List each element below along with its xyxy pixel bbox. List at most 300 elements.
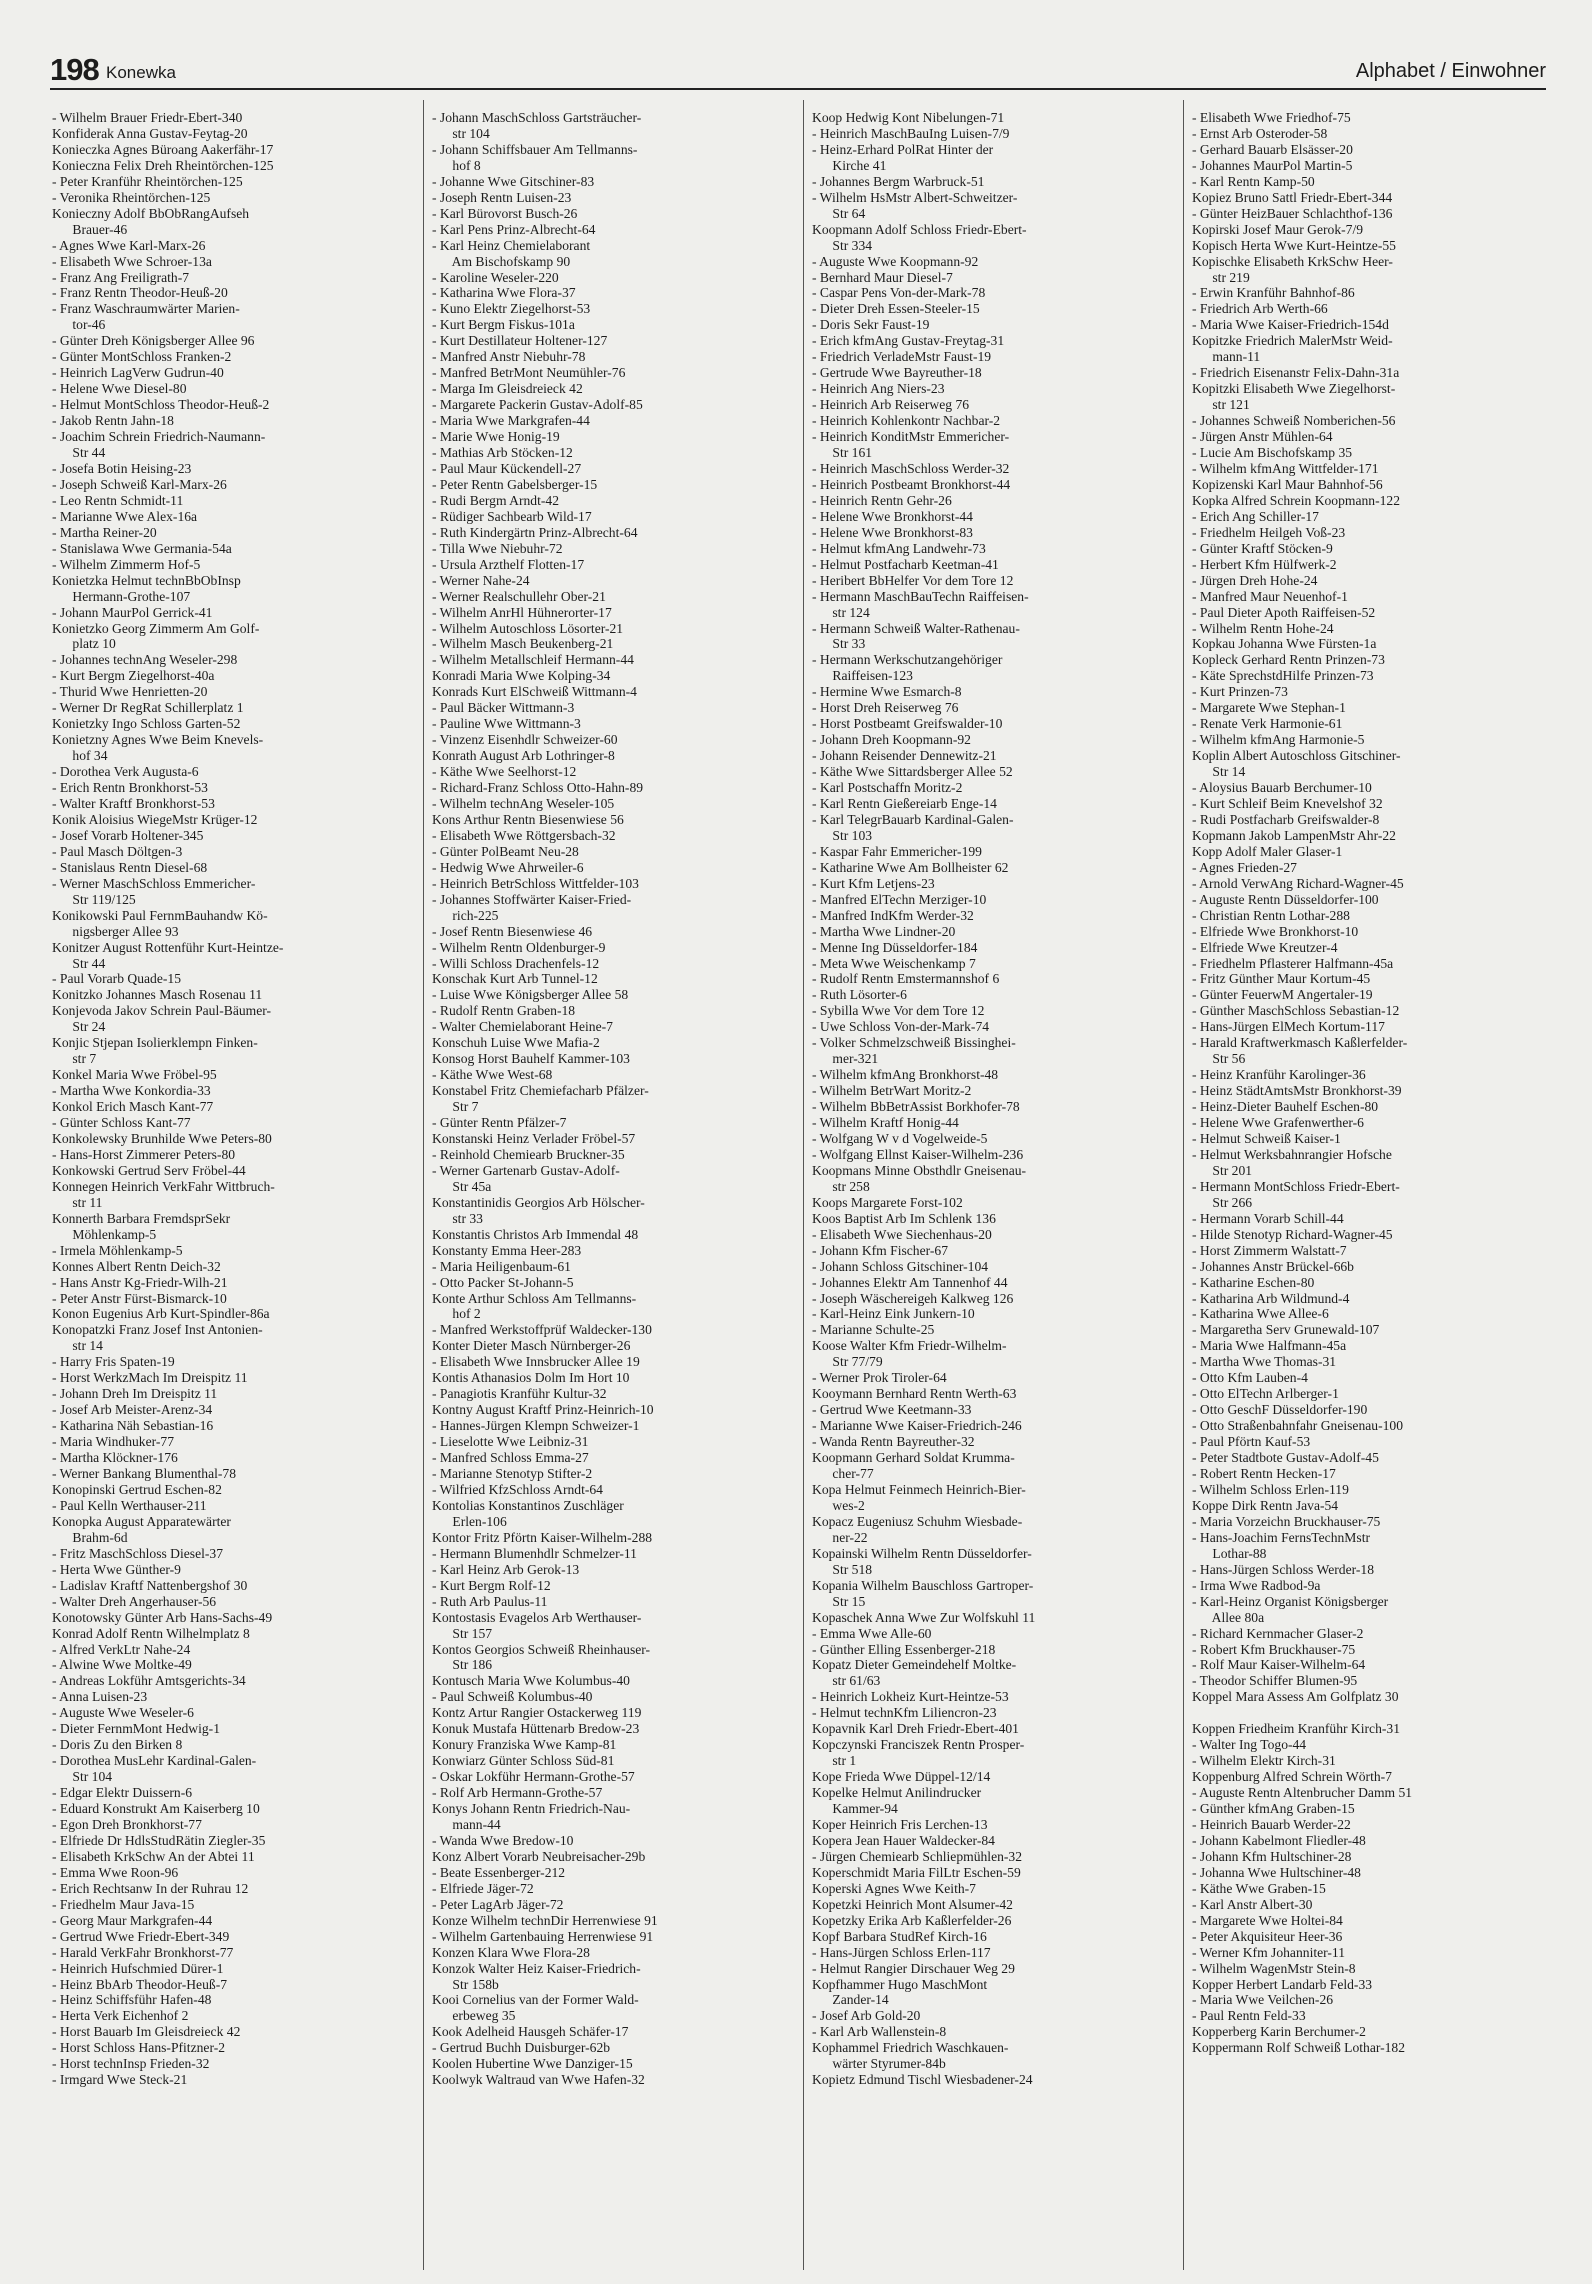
column-divider [423, 100, 424, 2270]
directory-entry-line: - Fritz Günther Maur Kortum-45 [1192, 971, 1371, 987]
directory-entry-line: - Helmut Werksbahnrangier Hofsche [1192, 1146, 1392, 1162]
directory-entry-line: Str 44 [52, 445, 106, 461]
directory-entry-line: - Oskar Lokführ Hermann-Grothe-57 [432, 1769, 635, 1785]
directory-entry-line: Kopfhammer Hugo MaschMont [812, 1976, 988, 1992]
directory-entry-line: Konys Johann Rentn Friedrich-Nau- [432, 1801, 631, 1817]
directory-entry-line: Hermann-Grothe-107 [52, 588, 191, 604]
directory-entry-line: - Josef Arb Meister-Arenz-34 [52, 1402, 213, 1418]
directory-column-1 [52, 110, 408, 2088]
directory-entry-line: - Werner MaschSchloss Emmericher- [52, 875, 256, 891]
directory-entry-line: Konnegen Heinrich VerkFahr Wittbruch- [52, 1178, 275, 1194]
column-divider [1183, 100, 1184, 2270]
directory-entry-line: Koops Margarete Forst-102 [812, 1194, 963, 1210]
directory-entry-line: - Paul Kelln Werthauser-211 [52, 1497, 207, 1513]
directory-entry-line: - Werner Prok Tiroler-64 [812, 1370, 947, 1386]
directory-entry-line: - Ruth Lösorter-6 [812, 987, 907, 1003]
directory-entry-line: - Johannes Bergm Warbruck-51 [812, 173, 985, 189]
directory-entry-line: Str 77/79 [812, 1354, 883, 1370]
directory-entry-line: - Hermann MontSchloss Friedr-Ebert- [1192, 1178, 1400, 1194]
directory-entry-line: - Karl Anstr Albert-30 [1192, 1896, 1313, 1912]
directory-entry-line: - Eduard Konstrukt Am Kaiserberg 10 [52, 1801, 260, 1817]
directory-entry-line: - Kurt Bergm Fiskus-101a [432, 317, 575, 333]
directory-entry-line: hof 34 [52, 748, 108, 764]
directory-entry-line: Kopper Herbert Landarb Feld-33 [1192, 1976, 1373, 1992]
directory-entry-line: - Johann Kabelmont Fliedler-48 [1192, 1832, 1366, 1848]
directory-entry-line: - Günter Rentn Pfälzer-7 [432, 1115, 567, 1131]
directory-entry-line: - Alfred VerkLtr Nahe-24 [52, 1641, 191, 1657]
directory-entry-line: - Paul Rentn Feld-33 [1192, 2008, 1306, 2024]
directory-entry-line: - Elfriede Wwe Bronkhorst-10 [1192, 923, 1359, 939]
directory-entry-line: - Hans-Jürgen Schloss Werder-18 [1192, 1561, 1374, 1577]
directory-entry-line: - Käte SprechstdHilfe Prinzen-73 [1192, 668, 1374, 684]
directory-entry-line: str 1 [812, 1753, 857, 1769]
directory-entry-line: Str 157 [432, 1625, 493, 1641]
directory-entry-line: - Martha Reiner-20 [52, 524, 157, 540]
directory-entry-line: - Lieselotte Wwe Leibniz-31 [432, 1434, 589, 1450]
directory-entry-line: - Horst technInsp Frieden-32 [52, 2056, 210, 2072]
directory-entry-line: - Lucie Am Bischofskamp 35 [1192, 445, 1353, 461]
directory-entry-line: - Franz Rentn Theodor-Heuß-20 [52, 285, 228, 301]
directory-entry-line: - Pauline Wwe Wittmann-3 [432, 716, 581, 732]
directory-entry-line: - Richard-Franz Schloss Otto-Hahn-89 [432, 780, 644, 796]
directory-entry-line: Kontz Artur Rangier Ostackerweg 119 [432, 1705, 642, 1721]
directory-entry-line: - Elisabeth Wwe Röttgersbach-32 [432, 827, 616, 843]
directory-entry-line: - Johannes Schweiß Nomberichen-56 [1192, 413, 1396, 429]
directory-entry-line: - Paul Bäcker Wittmann-3 [432, 700, 575, 716]
directory-entry-line: Kopkau Johanna Wwe Fürsten-1a [1192, 636, 1377, 652]
directory-entry-line: Konitzer August Rottenführ Kurt-Heintze- [52, 939, 284, 955]
directory-entry-line: - Tilla Wwe Niebuhr-72 [432, 540, 563, 556]
directory-entry-line: - Joachim Schrein Friedrich-Naumann- [52, 429, 266, 445]
directory-entry-line: - Heinrich Lokheiz Kurt-Heintze-53 [812, 1689, 1009, 1705]
directory-entry-line: - Josef Arb Gold-20 [812, 2008, 921, 2024]
directory-entry-line: - Hermann Blumenhdlr Schmelzer-11 [432, 1545, 637, 1561]
directory-entry-line: - Wilhelm Schloss Erlen-119 [1192, 1481, 1349, 1497]
directory-entry-line: Konjic Stjepan Isolierklempn Finken- [52, 1035, 258, 1051]
directory-entry-line: str 104 [432, 125, 490, 141]
directory-entry-line: - Erich kfmAng Gustav-Freytag-31 [812, 333, 1005, 349]
directory-entry-line: - Manfred BetrMont Neumühler-76 [432, 365, 626, 381]
directory-entry-line: Konnes Albert Rentn Deich-32 [52, 1258, 221, 1274]
directory-entry-line: - Theodor Schiffer Blumen-95 [1192, 1673, 1358, 1689]
directory-entry-line: - Auguste Rentn Altenbrucher Damm 51 [1192, 1785, 1413, 1801]
directory-entry-line: - Helmut Schweiß Kaiser-1 [1192, 1131, 1341, 1146]
directory-entry-line: str 33 [432, 1210, 483, 1226]
directory-entry-line: - Karl Arb Wallenstein-8 [812, 2024, 947, 2040]
directory-entry-line: - Aloysius Bauarb Berchumer-10 [1192, 780, 1372, 796]
directory-entry-line: - Emma Wwe Alle-60 [812, 1625, 932, 1641]
directory-entry-line: - Wanda Wwe Bredow-10 [432, 1832, 574, 1848]
directory-entry-line: Kope Frieda Wwe Düppel-12/14 [812, 1769, 991, 1785]
directory-entry-line: hof 8 [432, 157, 481, 173]
directory-entry-line: Konkol Erich Masch Kant-77 [52, 1099, 214, 1115]
directory-entry-line: - Wilhelm Autoschloss Lösorter-21 [432, 620, 624, 636]
directory-entry-line: - Manfred Schloss Emma-27 [432, 1450, 589, 1466]
directory-entry-line: - Friedrich VerladeMstr Faust-19 [812, 349, 992, 365]
directory-entry-line: - Margarete Packerin Gustav-Adolf-85 [432, 397, 643, 413]
directory-entry-line: Str 14 [1192, 764, 1246, 780]
directory-entry-line: - Margarete Wwe Stephan-1 [1192, 700, 1346, 716]
directory-entry-line: Str 518 [812, 1561, 873, 1577]
directory-entry-line: - Hermann Schweiß Walter-Rathenau- [812, 620, 1020, 636]
directory-entry-line: Kopizenski Karl Maur Bahnhof-56 [1192, 476, 1383, 492]
directory-entry-line: - Kurt Schleif Beim Knevelshof 32 [1192, 795, 1383, 811]
directory-entry-line: Kopetzky Erika Arb Kaßlerfelder-26 [812, 1912, 1012, 1928]
directory-entry-line: - Marie Wwe Honig-19 [432, 429, 560, 445]
directory-entry-line: - Katharina Wwe Allee-6 [1192, 1306, 1329, 1322]
directory-entry-line: Möhlenkamp-5 [52, 1226, 157, 1242]
directory-entry-line: - Ruth Arb Paulus-11 [432, 1593, 548, 1609]
directory-entry-line: - Marianne Wwe Kaiser-Friedrich-246 [812, 1418, 1022, 1434]
directory-entry-line: - Heinz-Dieter Bauhelf Eschen-80 [1192, 1099, 1379, 1115]
directory-entry-line: Kopperberg Karin Berchumer-2 [1192, 2024, 1366, 2040]
directory-entry-line: - Rudi Postfacharb Greifswalder-8 [1192, 811, 1380, 827]
directory-entry-line: - Franz Waschraumwärter Marien- [52, 301, 240, 317]
directory-entry-line: Koppenburg Alfred Schrein Wörth-7 [1192, 1769, 1392, 1785]
directory-entry-line: Kopa Helmut Feinmech Heinrich-Bier- [812, 1481, 1026, 1497]
directory-entry-line: Str 119/125 [52, 891, 136, 907]
directory-entry-line: Konietzko Georg Zimmerm Am Golf- [52, 620, 260, 636]
directory-entry-line: Konietzky Ingo Schloss Garten-52 [52, 716, 241, 732]
directory-entry-line: - Otto GeschF Düsseldorfer-190 [1192, 1402, 1368, 1418]
directory-entry-line: Lothar-88 [1192, 1545, 1267, 1561]
directory-entry-line: - Stanislaus Rentn Diesel-68 [52, 859, 208, 875]
directory-entry-line: Konter Dieter Masch Nürnberger-26 [432, 1338, 631, 1354]
directory-entry-line: Str 64 [812, 205, 866, 221]
directory-entry-line: Konzen Klara Wwe Flora-28 [432, 1944, 590, 1960]
directory-entry-line: - Rudolf Rentn Graben-18 [432, 1003, 576, 1019]
directory-entry-line: - Horst Schloss Hans-Pfitzner-2 [52, 2040, 226, 2056]
directory-entry-line: Koos Baptist Arb Im Schlenk 136 [812, 1210, 996, 1226]
directory-entry-line: - Werner Dr RegRat Schillerplatz 1 [52, 700, 244, 716]
directory-entry-line: - Dieter Dreh Essen-Steeler-15 [812, 301, 980, 317]
directory-entry-line: - Heinz Kranführ Karolinger-36 [1192, 1067, 1366, 1083]
directory-entry-line: - Paul Masch Döltgen-3 [52, 843, 183, 859]
directory-entry-line: Konze Wilhelm technDir Herrenwiese 91 [432, 1912, 658, 1928]
directory-entry-line: Koolwyk Waltraud van Wwe Hafen-32 [432, 2072, 645, 2088]
directory-entry-line: - Harry Fris Spaten-19 [52, 1354, 175, 1370]
directory-entry-line: - Hermann Werkschutzangehöriger [812, 652, 1003, 668]
directory-entry-line: - Anna Luisen-23 [52, 1689, 148, 1705]
directory-entry-line: - Josef Rentn Biesenwiese 46 [432, 923, 593, 939]
directory-entry-line: - Heinz Schiffsführ Hafen-48 [52, 1992, 212, 2008]
directory-entry-line: - Fritz MaschSchloss Diesel-37 [52, 1545, 224, 1561]
directory-entry-line: - Wolfgang W v d Vogelweide-5 [812, 1131, 988, 1146]
directory-entry-line: - Otto Kfm Lauben-4 [1192, 1370, 1308, 1386]
directory-entry-line: - Harald VerkFahr Bronkhorst-77 [52, 1944, 234, 1960]
directory-entry-line: - Bernhard Maur Diesel-7 [812, 269, 953, 285]
directory-entry-line: Kopmann Jakob LampenMstr Ahr-22 [1192, 827, 1396, 843]
directory-entry-line: Konopka August Apparatewärter [52, 1513, 231, 1529]
directory-entry-line: - Elisabeth Wwe Innsbrucker Allee 19 [432, 1354, 640, 1370]
directory-entry-line: - Käthe Wwe Sittardsberger Allee 52 [812, 764, 1013, 780]
directory-entry-line: - Johannes technAng Weseler-298 [52, 652, 238, 668]
directory-entry-line: Kontolias Konstantinos Zuschläger [432, 1497, 624, 1513]
directory-entry-line: - Johanne Wwe Gitschiner-83 [432, 173, 595, 189]
directory-entry-line: - Heinrich KonditMstr Emmericher- [812, 429, 1010, 445]
directory-entry-line: - Heinrich Bauarb Werder-22 [1192, 1816, 1351, 1832]
directory-entry-line: - Friedrich Eisenanstr Felix-Dahn-31a [1192, 365, 1400, 381]
directory-entry-line: Konrads Kurt ElSchweiß Wittmann-4 [432, 684, 637, 700]
directory-entry-line: - Maria Wwe Kaiser-Friedrich-154d [1192, 317, 1389, 333]
directory-entry-line: - Günter MontSchloss Franken-2 [52, 349, 232, 365]
directory-entry-line: str 124 [812, 604, 870, 620]
directory-entry-line: - Hans-Jürgen ElMech Kortum-117 [1192, 1019, 1385, 1035]
directory-entry-line: - Caspar Pens Von-der-Mark-78 [812, 285, 986, 301]
directory-entry-line: - Horst WerkzMach Im Dreispitz 11 [52, 1370, 248, 1386]
directory-entry-line: - Georg Maur Markgrafen-44 [52, 1912, 213, 1928]
directory-entry-line: Kopitzki Elisabeth Wwe Ziegelhorst- [1192, 381, 1396, 397]
directory-entry-line: - Werner Gartenarb Gustav-Adolf- [432, 1162, 620, 1178]
directory-entry-line: str 61/63 [812, 1673, 881, 1689]
directory-entry-line: - Manfred ElTechn Merziger-10 [812, 891, 987, 907]
directory-entry-line: cher-77 [812, 1466, 874, 1482]
directory-entry-line: Konte Arthur Schloss Am Tellmanns- [432, 1290, 637, 1306]
directory-entry-line: Str 56 [1192, 1051, 1246, 1067]
directory-entry-line: - Heinrich MaschBauIng Luisen-7/9 [812, 125, 1010, 141]
directory-entry-line: - Agnes Frieden-27 [1192, 859, 1297, 875]
directory-entry-line: - Reinhold Chemiearb Bruckner-35 [432, 1146, 625, 1162]
directory-entry-line: Koopmann Gerhard Soldat Krumma- [812, 1450, 1015, 1466]
directory-entry-line: - Wilhelm Rentn Hohe-24 [1192, 620, 1334, 636]
directory-entry-line: Konkolewsky Brunhilde Wwe Peters-80 [52, 1131, 272, 1146]
directory-entry-line: - Herta Verk Eichenhof 2 [52, 2008, 189, 2024]
directory-entry-line: - Ursula Arzthelf Flotten-17 [432, 556, 585, 572]
directory-entry-line: - Friedrich Arb Werth-66 [1192, 301, 1328, 317]
directory-entry-line: - Gerhard Bauarb Elsässer-20 [1192, 141, 1353, 157]
directory-entry-line: Kopiez Bruno Sattl Friedr-Ebert-344 [1192, 189, 1393, 205]
directory-entry-line: - Auguste Wwe Weseler-6 [52, 1705, 194, 1721]
directory-entry-line: Kooymann Bernhard Rentn Werth-63 [812, 1386, 1017, 1402]
directory-entry-line: Konz Albert Vorarb Neubreisacher-29b [432, 1848, 646, 1864]
directory-entry-line: Kopf Barbara StudRef Kirch-16 [812, 1928, 987, 1944]
directory-entry-line: tor-46 [52, 317, 106, 333]
directory-entry-line: - Helene Wwe Diesel-80 [52, 381, 187, 397]
directory-entry-line: wes-2 [812, 1497, 865, 1513]
directory-entry-line: - Friedhelm Pflasterer Halfmann-45a [1192, 955, 1394, 971]
directory-entry-line: ner-22 [812, 1529, 868, 1545]
directory-entry-line: - Manfred Anstr Niebuhr-78 [432, 349, 586, 365]
directory-entry-line: - Manfred IndKfm Werder-32 [812, 907, 974, 923]
directory-entry-line: - Peter Stadtbote Gustav-Adolf-45 [1192, 1450, 1379, 1466]
directory-entry-line: Kopetzki Heinrich Mont Alsumer-42 [812, 1896, 1013, 1912]
directory-entry-line: Koperski Agnes Wwe Keith-7 [812, 1880, 976, 1896]
directory-entry-line: Koplin Albert Autoschloss Gitschiner- [1192, 748, 1401, 764]
directory-entry-line: Kopatz Dieter Gemeindehelf Moltke- [812, 1657, 1017, 1673]
directory-entry-line: - Ladislav Kraftf Nattenbergshof 30 [52, 1577, 248, 1593]
directory-entry-line: - Heinrich LagVerw Gudrun-40 [52, 365, 224, 381]
directory-entry-line: - Johanna Wwe Hultschiner-48 [1192, 1864, 1361, 1880]
directory-entry-line: Konnerth Barbara FremdsprSekr [52, 1210, 231, 1226]
directory-entry-line: - Jürgen Chemiearb Schliepmühlen-32 [812, 1848, 1023, 1864]
directory-entry-line: - Friedhelm Heilgeh Voß-23 [1192, 524, 1346, 540]
directory-entry-line: Konwiarz Günter Schloss Süd-81 [432, 1753, 615, 1769]
directory-entry-line: - Dorothea Verk Augusta-6 [52, 764, 199, 780]
directory-entry-line: - Kurt Bergm Rolf-12 [432, 1577, 551, 1593]
directory-entry-line: - Marianne Schulte-25 [812, 1322, 935, 1338]
directory-entry-line: - Werner Nahe-24 [432, 572, 530, 588]
directory-entry-line: - Hans-Joachim FernsTechnMstr [1192, 1529, 1370, 1545]
directory-entry-line: - Otto Straßenbahnfahr Gneisenau-100 [1192, 1418, 1404, 1434]
directory-entry-line: - Wilhelm Masch Beukenberg-21 [432, 636, 614, 652]
directory-entry-line: - Paul Dieter Apoth Raiffeisen-52 [1192, 604, 1376, 620]
directory-entry-line: - Katharina Arb Wildmund-4 [1192, 1290, 1350, 1306]
directory-entry-line: Kontor Fritz Pförtn Kaiser-Wilhelm-288 [432, 1529, 653, 1545]
directory-entry-line: Kopirski Josef Maur Gerok-7/9 [1192, 221, 1364, 237]
directory-entry-line: - Manfred Werkstoffprüf Waldecker-130 [432, 1322, 652, 1338]
directory-entry-line: - Doris Sekr Faust-19 [812, 317, 930, 333]
directory-entry-line: Konopinski Gertrud Eschen-82 [52, 1481, 222, 1497]
directory-entry-line: Str 161 [812, 445, 873, 461]
directory-entry-line: Konkowski Gertrud Serv Fröbel-44 [52, 1162, 246, 1178]
directory-entry-line: - Leo Rentn Schmidt-11 [52, 492, 184, 508]
directory-entry-line: - Heinrich Hufschmied Dürer-1 [52, 1960, 224, 1976]
directory-entry-line: Kook Adelheid Hausgeh Schäfer-17 [432, 2024, 629, 2040]
directory-entry-line: Kopainski Wilhelm Rentn Düsseldorfer- [812, 1545, 1032, 1561]
directory-entry-line: - Robert Kfm Bruckhauser-75 [1192, 1641, 1356, 1657]
directory-entry-line: - Wilhelm HsMstr Albert-Schweitzer- [812, 189, 1018, 205]
directory-entry-line: - Karoline Weseler-220 [432, 269, 559, 285]
directory-entry-line: Konzok Walter Heiz Kaiser-Friedrich- [432, 1960, 641, 1976]
directory-entry-line: mer-321 [812, 1051, 879, 1067]
directory-entry-line: - Wilhelm kfmAng Bronkhorst-48 [812, 1067, 999, 1083]
directory-entry-line: Kontis Athanasios Dolm Im Hort 10 [432, 1370, 630, 1386]
directory-entry-line: - Irmela Möhlenkamp-5 [52, 1242, 183, 1258]
directory-entry-line: Koolen Hubertine Wwe Danziger-15 [432, 2056, 633, 2072]
directory-entry-line: - Walter Dreh Angerhauser-56 [52, 1593, 217, 1609]
directory-entry-line: - Wilhelm Kraftf Honig-44 [812, 1115, 959, 1131]
directory-entry-line: - Günther kfmAng Graben-15 [1192, 1801, 1355, 1817]
directory-entry-line: - Alwine Wwe Moltke-49 [52, 1657, 192, 1673]
directory-entry-line: - Horst Bauarb Im Gleisdreieck 42 [52, 2024, 241, 2040]
directory-entry-line: Koppel Mara Assess Am Golfplatz 30 [1192, 1689, 1399, 1705]
directory-entry-line: Kopaschek Anna Wwe Zur Wolfskuhl 11 [812, 1609, 1036, 1625]
directory-entry-line: - Doris Zu den Birken 8 [52, 1737, 183, 1753]
directory-entry-line: Kophammel Friedrich Waschkauen- [812, 2040, 1009, 2056]
directory-entry-line: Konschak Kurt Arb Tunnel-12 [432, 971, 598, 987]
directory-entry-line: Konrath August Arb Lothringer-8 [432, 748, 615, 764]
directory-entry-line: Kopka Alfred Schrein Koopmann-122 [1192, 492, 1401, 508]
directory-entry-line: - Wilhelm Brauer Friedr-Ebert-340 [52, 110, 243, 125]
directory-entry-line: Str 266 [1192, 1194, 1253, 1210]
directory-entry-line: Am Bischofskamp 90 [432, 253, 571, 269]
directory-entry-line: - Maria Wwe Halfmann-45a [1192, 1338, 1347, 1354]
directory-entry-line: Kopavnik Karl Dreh Friedr-Ebert-401 [812, 1721, 1019, 1737]
directory-entry-line: - Katharina Wwe Flora-37 [432, 285, 576, 301]
directory-column-3 [812, 110, 1168, 2088]
directory-entry-line: Str 33 [812, 636, 866, 652]
directory-entry-line: - Kurt Bergm Ziegelhorst-40a [52, 668, 215, 684]
directory-entry-line: - Paul Vorarb Quade-15 [52, 971, 181, 987]
directory-entry-line: - Johannes Stoffwärter Kaiser-Fried- [432, 891, 632, 907]
directory-entry-line: - Erich Rechtsanw In der Ruhrau 12 [52, 1880, 249, 1896]
column-divider [803, 100, 804, 2270]
directory-entry-line: - Heinrich Postbeamt Bronkhorst-44 [812, 476, 1011, 492]
directory-entry-line: Allee 80a [1192, 1609, 1265, 1625]
directory-entry-line: - Rolf Maur Kaiser-Wilhelm-64 [1192, 1657, 1366, 1673]
directory-entry-line: Kontos Georgios Schweiß Rheinhauser- [432, 1641, 651, 1657]
directory-entry-line: Kopelke Helmut Anilindrucker [812, 1785, 982, 1801]
directory-entry-line: - Elisabeth Wwe Schroer-13a [52, 253, 212, 269]
directory-entry-line: Kopisch Herta Wwe Kurt-Heintze-55 [1192, 237, 1396, 253]
directory-entry-line: Koper Heinrich Fris Lerchen-13 [812, 1816, 988, 1832]
directory-entry-line: - Helmut Rangier Dirschauer Weg 29 [812, 1960, 1015, 1976]
directory-entry-line: - Heinz StädtAmtsMstr Bronkhorst-39 [1192, 1083, 1402, 1099]
directory-entry-line: Konsog Horst Bauhelf Kammer-103 [432, 1051, 630, 1067]
directory-entry-line: - Robert Rentn Hecken-17 [1192, 1466, 1336, 1482]
directory-entry-line: - Helene Wwe Bronkhorst-44 [812, 508, 973, 524]
directory-entry-line: Konstanty Emma Heer-283 [432, 1242, 582, 1258]
directory-entry-line: - Heinrich Arb Reiserweg 76 [812, 397, 970, 413]
directory-entry-line: Kontostasis Evagelos Arb Werthauser- [432, 1609, 642, 1625]
directory-entry-line: - Helene Wwe Grafenwerther-6 [1192, 1115, 1364, 1131]
directory-entry-line: - Kurt Destillateur Holtener-127 [432, 333, 608, 349]
directory-entry-line: - Wilhelm Gartenbauing Herrenwiese 91 [432, 1928, 654, 1944]
directory-entry-line: - Günter Dreh Königsberger Allee 96 [52, 333, 255, 349]
directory-entry-line: str 219 [1192, 269, 1250, 285]
directory-entry-line: - Heinrich Ang Niers-23 [812, 381, 945, 397]
directory-entry-line: Koose Walter Kfm Friedr-Wilhelm- [812, 1338, 1007, 1354]
directory-entry-line: Kopischke Elisabeth KrkSchw Heer- [1192, 253, 1393, 269]
directory-entry-line: Konietzka Helmut technBbObInsp [52, 572, 241, 588]
directory-entry-line: - Katharine Eschen-80 [1192, 1274, 1315, 1290]
directory-entry-line: - Wilhelm Metallschleif Hermann-44 [432, 652, 634, 668]
page-header [50, 50, 1546, 90]
directory-entry-line: - Beate Essenberger-212 [432, 1864, 566, 1880]
directory-entry-line: - Johannes Anstr Brückel-66b [1192, 1258, 1354, 1274]
directory-entry-line: - Renate Verk Harmonie-61 [1192, 716, 1343, 732]
directory-entry-line: - Herta Wwe Günther-9 [52, 1561, 181, 1577]
directory-entry-line: Kirche 41 [812, 157, 887, 173]
directory-entry-line: - Franz Ang Freiligrath-7 [52, 269, 190, 285]
directory-entry-line: Konietzny Agnes Wwe Beim Knevels- [52, 732, 264, 748]
directory-entry-line: Konieczna Felix Dreh Rheintörchen-125 [52, 157, 274, 173]
directory-entry-line: mann-11 [1192, 349, 1261, 365]
directory-entry-line: - Gertrud Wwe Keetmann-33 [812, 1402, 972, 1418]
directory-entry-line: - Gertrud Buchh Duisburger-62b [432, 2040, 611, 2056]
directory-entry-line: - Kurt Prinzen-73 [1192, 684, 1288, 700]
directory-entry-line: - Paul Pförtn Kauf-53 [1192, 1434, 1311, 1450]
directory-entry-line: hof 2 [432, 1306, 481, 1322]
directory-entry-line: Konopatzki Franz Josef Inst Antonien- [52, 1322, 263, 1338]
directory-entry-line: Konitzko Johannes Masch Rosenau 11 [52, 987, 263, 1003]
directory-entry-line: Kopera Jean Hauer Waldecker-84 [812, 1832, 995, 1848]
directory-entry-line: - Paul Schweiß Kolumbus-40 [432, 1689, 593, 1705]
directory-entry-line: - Stanislawa Wwe Germania-54a [52, 540, 232, 556]
directory-entry-line: - Marianne Wwe Alex-16a [52, 508, 198, 524]
directory-entry-line: - Wilhelm kfmAng Harmonie-5 [1192, 732, 1365, 748]
directory-entry-line: Koop Hedwig Kont Nibelungen-71 [812, 110, 1005, 125]
directory-entry-line: - Josefa Botin Heising-23 [52, 460, 192, 476]
directory-entry-line: - Marga Im Gleisdreieck 42 [432, 381, 583, 397]
directory-entry-line: - Johann Reisender Dennewitz-21 [812, 748, 997, 764]
directory-entry-line: - Kurt Kfm Letjens-23 [812, 875, 935, 891]
directory-entry-line: - Ruth Kindergärtn Prinz-Albrecht-64 [432, 524, 638, 540]
directory-entry-line: - Peter Anstr Fürst-Bismarck-10 [52, 1290, 227, 1306]
directory-entry-line: - Otto ElTechn Arlberger-1 [1192, 1386, 1339, 1402]
directory-entry-line: - Joseph Rentn Luisen-23 [432, 189, 572, 205]
directory-entry-line: Konury Franziska Wwe Kamp-81 [432, 1737, 617, 1753]
directory-entry-line: Str 44 [52, 955, 106, 971]
directory-entry-line: Konstantinidis Georgios Arb Hölscher- [432, 1194, 645, 1210]
directory-entry-line: Konon Eugenius Arb Kurt-Spindler-86a [52, 1306, 270, 1322]
directory-entry-line: - Wilhelm technAng Weseler-105 [432, 795, 615, 811]
directory-entry-line: - Emma Wwe Roon-96 [52, 1864, 179, 1880]
directory-entry-line: - Karl-Heinz Eink Junkern-10 [812, 1306, 975, 1322]
directory-entry-line: Brahm-6d [52, 1529, 128, 1545]
directory-entry-line: - Helmut Postfacharb Keetman-41 [812, 556, 999, 572]
directory-entry-line: Konotowsky Günter Arb Hans-Sachs-49 [52, 1609, 273, 1625]
